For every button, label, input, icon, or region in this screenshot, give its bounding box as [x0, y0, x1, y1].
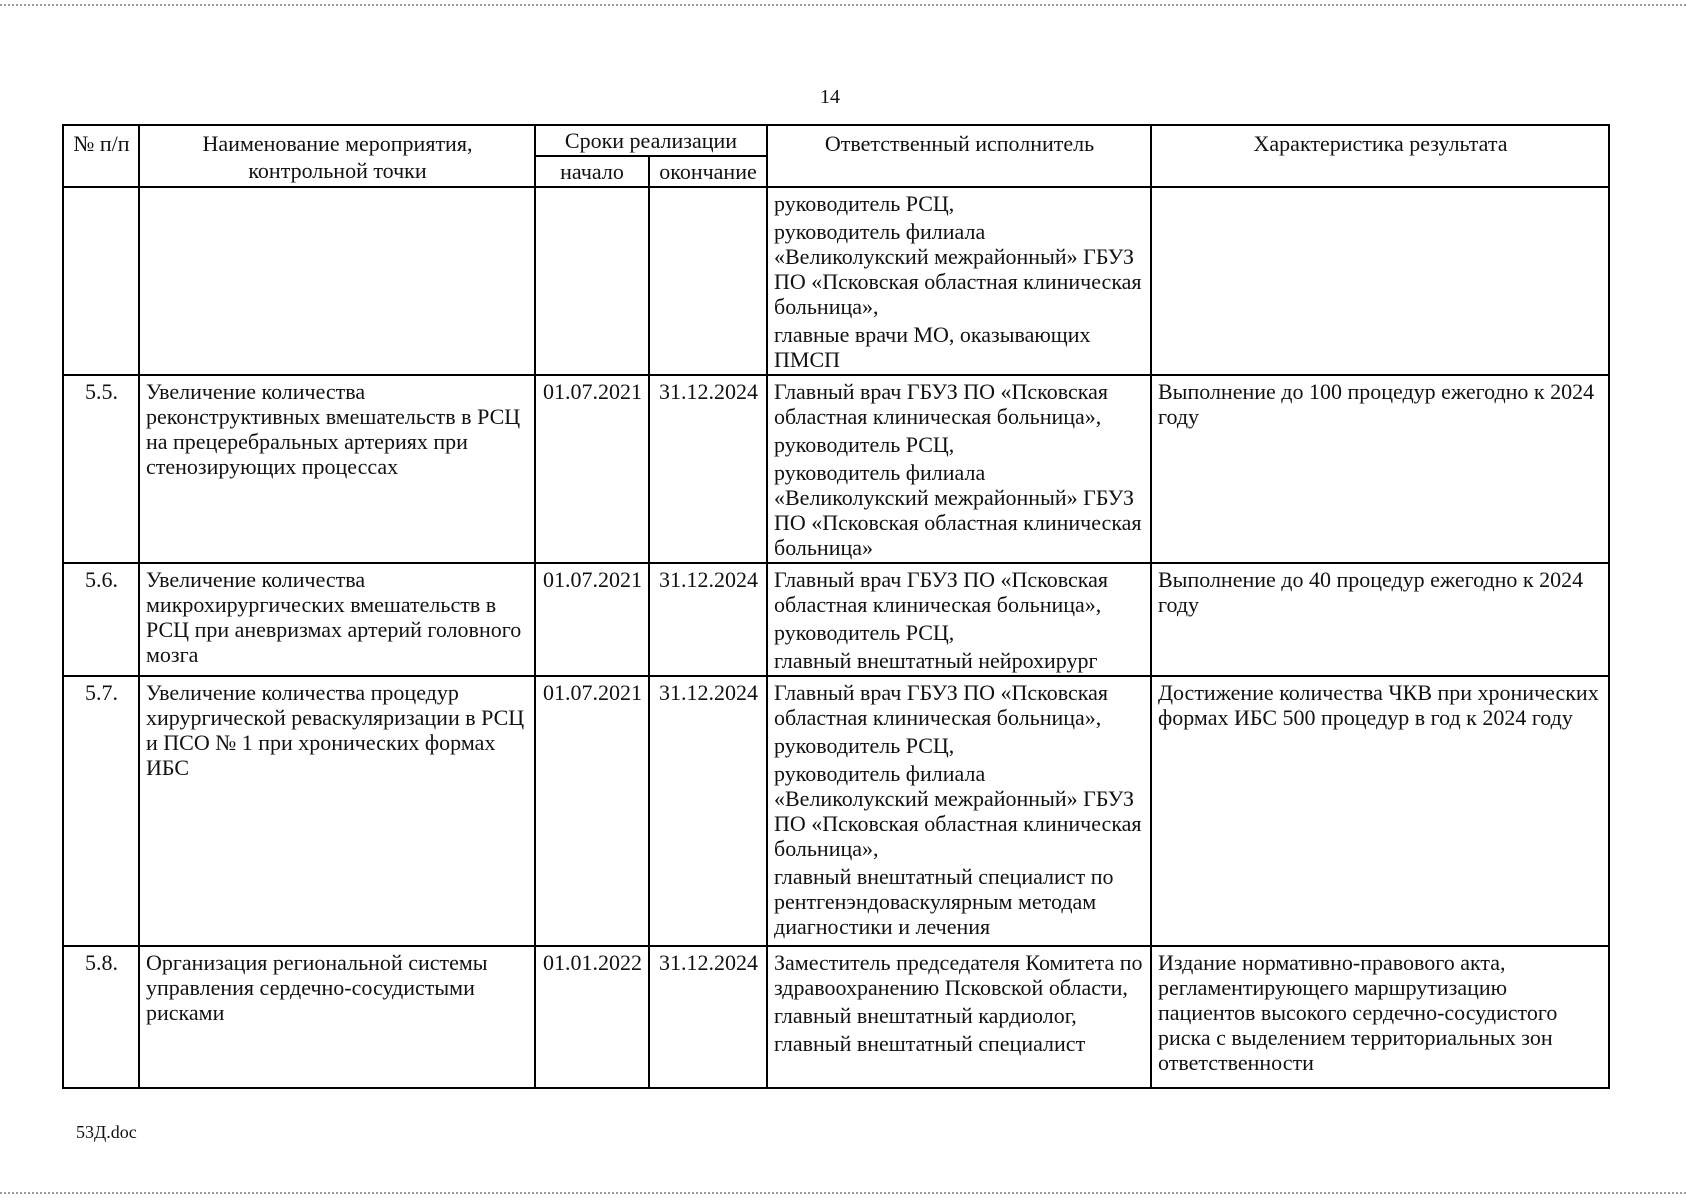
cell-start: 01.07.2021: [535, 375, 649, 563]
cell-end: 31.12.2024: [649, 946, 767, 1088]
responsible-line: главный внештатный специалист: [774, 1031, 1086, 1056]
cell-title: [139, 187, 535, 375]
table-header-row: [63, 125, 1609, 156]
cell-start: [535, 187, 649, 375]
header-name: Наименование мероприятия, контрольной точки: [139, 125, 535, 187]
responsible-line: Главный врач ГБУЗ ПО «Псковская областная клиническая больница»,: [774, 379, 1109, 429]
action-plan-table: [62, 124, 1610, 1089]
responsible-line: руководитель РСЦ,: [774, 620, 955, 645]
footer-filename: 53Д.doc: [76, 1122, 137, 1142]
responsible-line: руководитель РСЦ,: [774, 432, 955, 457]
table-row: [63, 563, 1609, 676]
responsible-line: руководитель РСЦ,: [774, 733, 955, 758]
cell-end: 31.12.2024: [649, 375, 767, 563]
cell-result: Издание нормативно-правового акта, регламентирующего маршрутизацию пациентов высокого сердечно-сосудистого риска с выделением территориальных зон ответственности: [1151, 946, 1609, 1088]
cell-start: 01.01.2022: [535, 946, 649, 1088]
responsible-line: руководитель филиала «Великолукский межрайонный» ГБУЗ ПО «Псковская областная клиническая больница»: [774, 460, 1142, 560]
responsible-line: главный внештатный кардиолог,: [774, 1003, 1077, 1028]
cell-num: [63, 187, 139, 375]
cell-start: 01.07.2021: [535, 676, 649, 946]
header-period: Сроки реализации: [535, 125, 767, 156]
header-end: окончание: [649, 156, 767, 187]
page-number: 14: [820, 86, 840, 108]
cell-responsible: [767, 375, 1151, 563]
cell-start: 01.07.2021: [535, 563, 649, 676]
cell-title: Увеличение количества реконструктивных вмешательств в РСЦ на прецеребральных артериях при стенозирующих процессах: [139, 375, 535, 563]
table-row: [63, 375, 1609, 563]
responsible-line: Главный врач ГБУЗ ПО «Псковская областная клиническая больница»,: [774, 567, 1109, 617]
cell-responsible: [767, 946, 1151, 1088]
responsible-line: главные врачи МО, оказывающих ПМСП: [774, 322, 1091, 372]
responsible-line: главный внештатный нейрохирург: [774, 648, 1098, 673]
cell-responsible: [767, 676, 1151, 946]
responsible-line: Главный врач ГБУЗ ПО «Псковская областная клиническая больница»,: [774, 680, 1109, 730]
cell-result: [1151, 187, 1609, 375]
cell-num: 5.7.: [63, 676, 139, 946]
table-row: [63, 946, 1609, 1088]
cell-title: Увеличение количества процедур хирургической реваскуляризации в РСЦ и ПСО № 1 при хронических формах ИБС: [139, 676, 535, 946]
responsible-line: руководитель филиала «Великолукский межрайонный» ГБУЗ ПО «Псковская областная клиническая больница»,: [774, 761, 1142, 861]
cell-end: [649, 187, 767, 375]
responsible-line: главный внештатный специалист по рентгенэндоваскулярным методам диагностики и лечения: [774, 864, 1114, 939]
cell-result: Достижение количества ЧКВ при хронических формах ИБС 500 процедур в год к 2024 году: [1151, 676, 1609, 946]
cell-title: Организация региональной системы управления сердечно-сосудистыми рисками: [139, 946, 535, 1088]
responsible-line: руководитель филиала «Великолукский межрайонный» ГБУЗ ПО «Псковская областная клиническая больница»,: [774, 219, 1142, 319]
cell-result: Выполнение до 40 процедур ежегодно к 2024 году: [1151, 563, 1609, 676]
cell-responsible: [767, 187, 1151, 375]
cell-end: 31.12.2024: [649, 676, 767, 946]
cell-num: 5.8.: [63, 946, 139, 1088]
cell-result: Выполнение до 100 процедур ежегодно к 2024 году: [1151, 375, 1609, 563]
cell-end: 31.12.2024: [649, 563, 767, 676]
scan-edge-bottom: [0, 1192, 1686, 1194]
responsible-line: руководитель РСЦ,: [774, 191, 955, 216]
cell-responsible: [767, 563, 1151, 676]
header-num: № п/п: [63, 125, 139, 187]
responsible-line: Заместитель председателя Комитета по здравоохранению Псковской области,: [774, 950, 1143, 1000]
cell-title: Увеличение количества микрохирургических вмешательств в РСЦ при аневризмах артерий головного мозга: [139, 563, 535, 676]
table-row: [63, 676, 1609, 946]
cell-num: 5.5.: [63, 375, 139, 563]
header-result: Характеристика результата: [1151, 125, 1609, 187]
cell-num: 5.6.: [63, 563, 139, 676]
header-start: начало: [535, 156, 649, 187]
scan-edge-top: [0, 4, 1686, 6]
header-responsible: Ответственный исполнитель: [767, 125, 1151, 187]
table-row-continuation: [63, 187, 1609, 375]
